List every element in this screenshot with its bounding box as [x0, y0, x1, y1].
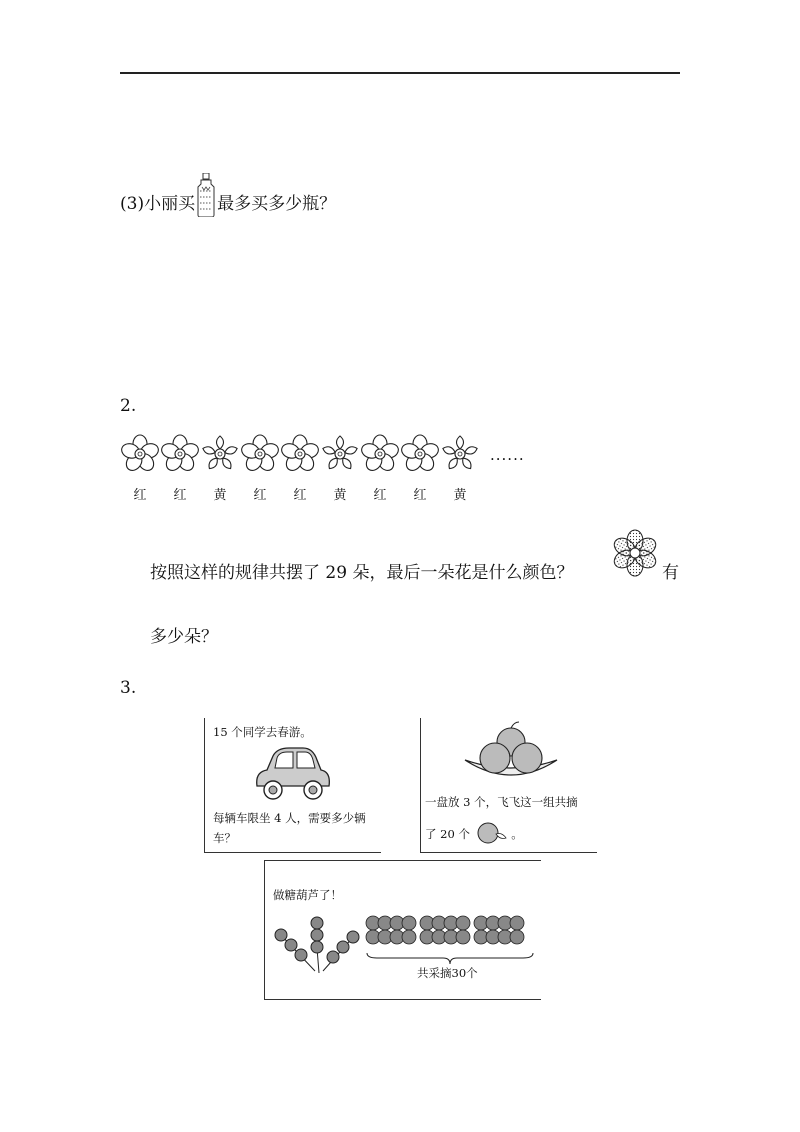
panel-car-line2: 每辆车限坐 4 人，需要多少辆	[213, 811, 366, 825]
panel-fruit	[420, 718, 597, 853]
bottle-icon	[196, 173, 216, 217]
flower-red-icon	[400, 434, 440, 474]
fruit-groups-icon	[363, 911, 535, 951]
question-3-number: 3.	[120, 678, 137, 698]
panel-haws-caption: 共采摘30个	[417, 966, 478, 980]
question-2-text-a: 按照这样的规律共摆了 29 朵，最后一朵花是什么颜色？	[150, 563, 574, 583]
fruit-icon	[474, 822, 508, 844]
panel-candied-haws	[264, 860, 541, 1000]
question-2-text-b: 有	[662, 563, 679, 583]
color-label: 红	[173, 488, 187, 503]
candied-haws-sticks-icon	[269, 913, 365, 975]
panel-fruit-line2-text: 了 20 个	[425, 827, 470, 841]
question-2-text-line1	[150, 558, 573, 583]
color-label: 黄	[453, 488, 467, 503]
flower-yellow-icon	[320, 434, 360, 474]
flower-red-icon	[240, 434, 280, 474]
car-icon	[251, 746, 333, 804]
flower-yellow-icon	[200, 434, 240, 474]
flower-red-icon	[360, 434, 400, 474]
color-label: 红	[373, 488, 387, 503]
question-3-suffix: 最多买多少瓶？	[217, 194, 337, 214]
flower-red-icon	[280, 434, 320, 474]
color-label: 红	[253, 488, 267, 503]
color-label: 黄	[213, 488, 227, 503]
panel-car-line1: 15 个同学去春游。	[213, 725, 312, 739]
question-3-line	[120, 173, 336, 217]
color-label: 红	[133, 488, 147, 503]
color-label: 红	[413, 488, 427, 503]
panel-fruit-line1: 一盘放 3 个，飞飞这一组共摘	[425, 795, 578, 809]
panel-car	[204, 718, 381, 853]
panel-fruit-line2-end: 。	[511, 827, 523, 841]
color-label: 黄	[333, 488, 347, 503]
panel-fruit-line2	[425, 822, 523, 844]
flower-red-icon	[160, 434, 200, 474]
fruit-plate-icon	[461, 720, 561, 784]
question-2-number: 2.	[120, 396, 137, 416]
flower-dotted-icon	[610, 528, 660, 578]
color-label: 红	[293, 488, 307, 503]
panel-haws-title: 做糖葫芦了！	[273, 888, 342, 902]
question-3-prefix: (3)小丽买	[120, 194, 196, 214]
question-2-text-line2: 多少朵？	[150, 627, 218, 647]
panel-car-line3: 车？	[213, 831, 236, 845]
bracket-brace	[365, 951, 535, 965]
flower-red-icon	[120, 434, 160, 474]
sequence-ellipsis: ......	[490, 446, 525, 464]
flower-yellow-icon	[440, 434, 480, 474]
header-rule	[120, 72, 680, 74]
